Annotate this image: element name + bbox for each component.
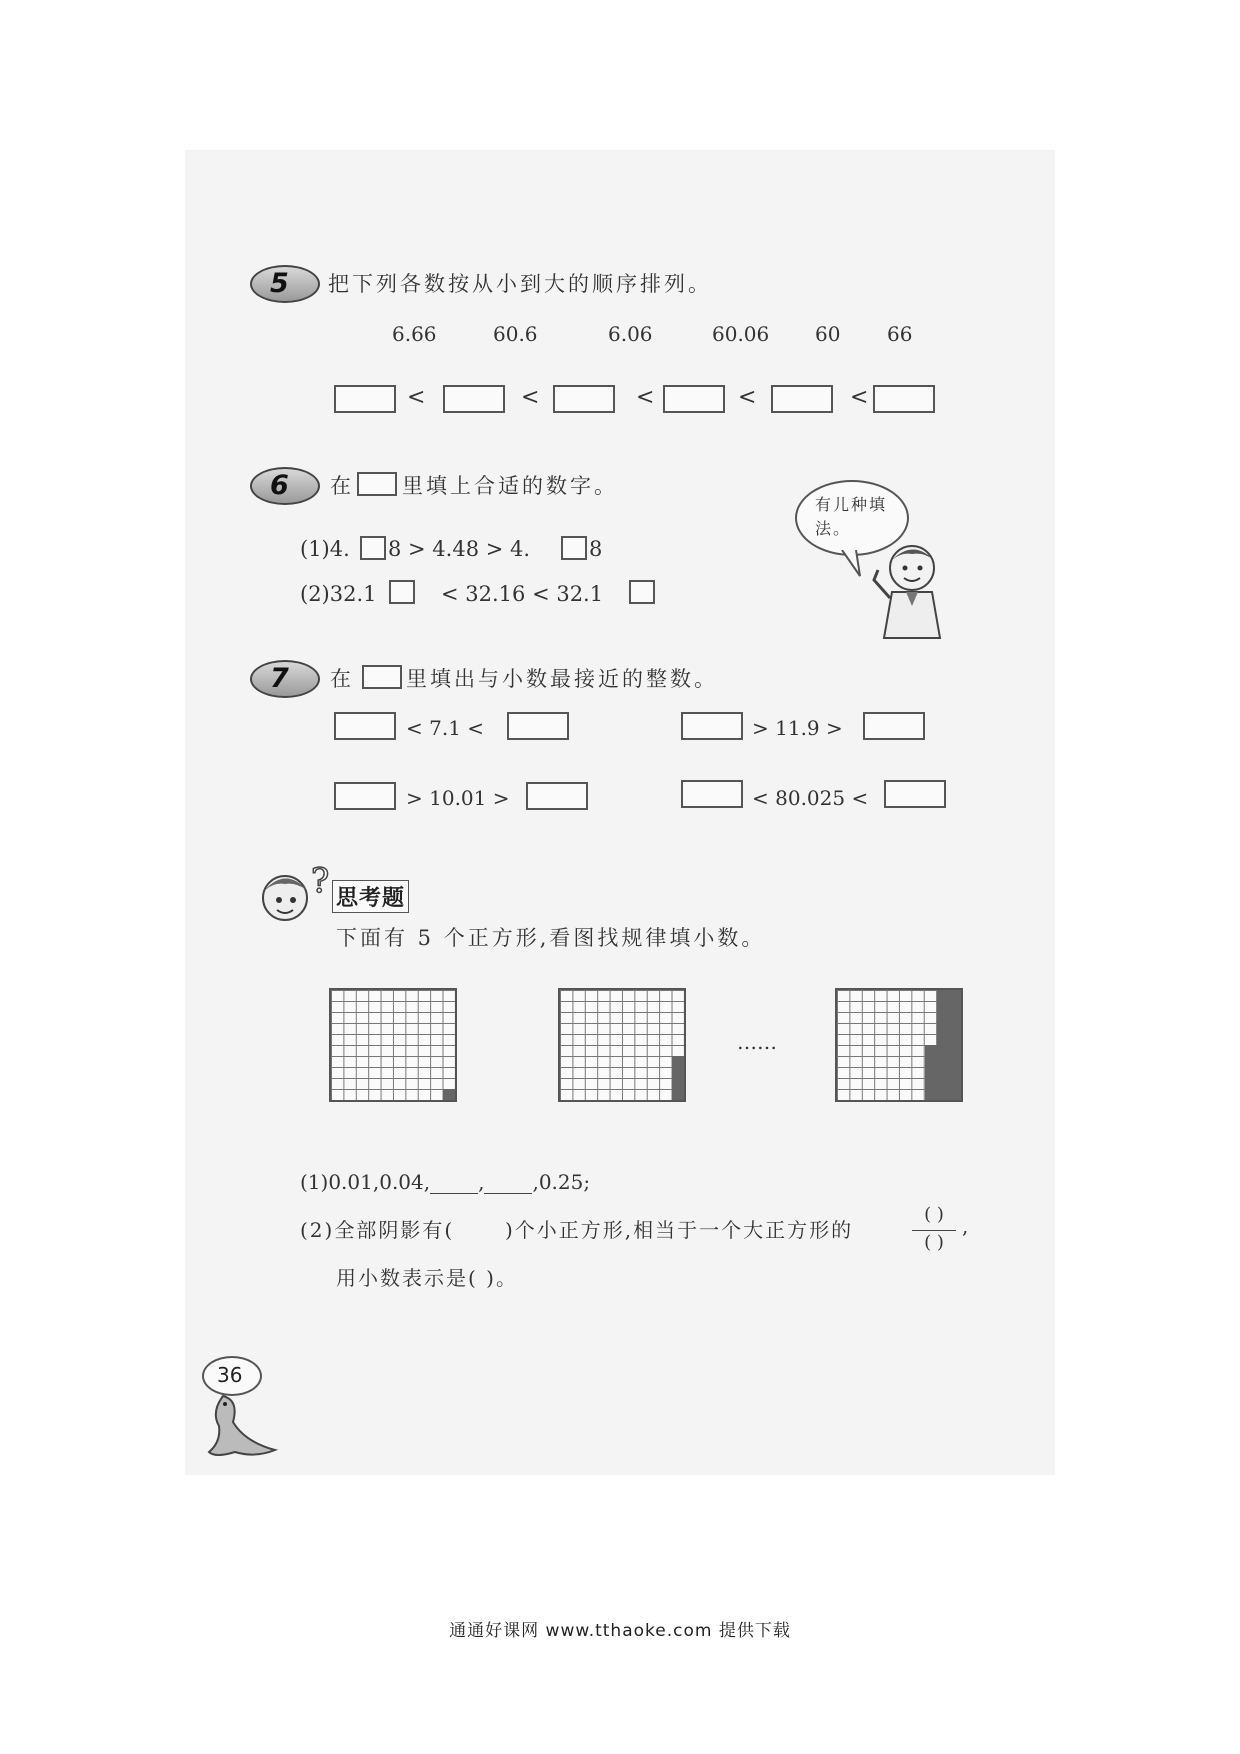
q7-answer-box[interactable] [507, 712, 569, 740]
q6-item2-box[interactable] [629, 580, 655, 604]
q7-row2-left-text: > 10.01 > [406, 786, 510, 810]
question-5-badge: 5 [250, 265, 320, 303]
question-7-instruction-suffix: 里填出与小数最接近的整数。 [406, 667, 718, 691]
q7-answer-box[interactable] [526, 782, 588, 810]
q5-number: 66 [887, 322, 913, 346]
bubble-tail-icon [838, 550, 868, 578]
q5-number: 60.06 [712, 322, 770, 346]
q7-answer-box[interactable] [334, 782, 396, 810]
question-5-instruction: 把下列各数按从小到大的顺序排列。 [328, 272, 712, 296]
thinking-item2-line2: 用小数表示是( )。 [336, 1266, 518, 1290]
question-6-badge: 6 [250, 467, 320, 505]
q5-number: 60 [815, 322, 841, 346]
less-than-sign: < [850, 385, 869, 410]
grid-shaded-cells [672, 1056, 684, 1100]
thinking-item1-end: ,0.25; [532, 1170, 591, 1194]
ellipsis: …… [737, 1030, 777, 1054]
grid-square-5 [835, 988, 963, 1102]
q6-item1-box[interactable] [360, 536, 386, 560]
seal-mascot-icon [205, 1392, 285, 1462]
grid-square-2 [558, 988, 686, 1102]
thinking-item2-comma: , [962, 1214, 972, 1238]
q7-row1-right-text: > 11.9 > [752, 716, 843, 740]
q7-row1-left-text: < 7.1 < [406, 716, 485, 740]
thinking-item1-comma: , [478, 1170, 485, 1194]
thinking-item2-part-b: )个小正方形,相当于一个大正方形的 [505, 1218, 854, 1242]
q5-answer-box[interactable] [334, 385, 396, 413]
bubble-text-line1: 有儿种填 [815, 495, 888, 514]
thinking-question-title: 思考题 [332, 880, 409, 913]
answer-blank[interactable] [484, 1173, 532, 1194]
page-number-badge [202, 1356, 262, 1396]
question-6-instruction-suffix: 里填上合适的数字。 [402, 474, 618, 498]
q6-item2-box[interactable] [389, 580, 415, 604]
fraction-numerator: ( ) [924, 1204, 944, 1225]
fraction-denominator: ( ) [924, 1232, 944, 1253]
q7-instruction-box-icon [362, 665, 402, 689]
grid-shaded-cells [443, 1089, 455, 1100]
boy-character-icon [870, 540, 950, 640]
thinking-item2-part-a: (2)全部阴影有( [300, 1218, 455, 1242]
less-than-sign: < [407, 385, 426, 410]
q5-answer-box[interactable] [873, 385, 935, 413]
q5-answer-box[interactable] [771, 385, 833, 413]
q5-number: 6.66 [392, 322, 437, 346]
q6-item1-box[interactable] [561, 536, 587, 560]
svg-text:?: ? [311, 862, 330, 901]
thinking-question-intro: 下面有 5 个正方形,看图找规律填小数。 [336, 926, 766, 950]
q7-answer-box[interactable] [681, 780, 743, 808]
q6-item2-text: (2)32.1 [300, 582, 377, 606]
q5-answer-box[interactable] [553, 385, 615, 413]
q5-number: 6.06 [608, 322, 653, 346]
question-7-instruction-prefix: 在 [330, 667, 354, 691]
bubble-text-line2: 法。 [815, 519, 852, 538]
question-6-instruction-prefix: 在 [330, 474, 354, 498]
grid-shaded-cells [925, 1045, 937, 1100]
q5-number: 60.6 [493, 322, 538, 346]
q6-item1-text: 8 > 4.48 > 4. [388, 537, 531, 561]
question-7-badge: 7 [250, 660, 320, 698]
fraction-bar [912, 1230, 956, 1231]
thinking-item1 [300, 1170, 590, 1194]
less-than-sign: < [636, 385, 655, 410]
page-number: 36 [217, 1363, 243, 1387]
q7-row2-right-text: < 80.025 < [752, 786, 869, 810]
q7-answer-box[interactable] [681, 712, 743, 740]
q7-answer-box[interactable] [334, 712, 396, 740]
q6-item1-text: 8 [589, 537, 603, 561]
q5-answer-box[interactable] [663, 385, 725, 413]
less-than-sign: < [738, 385, 757, 410]
q7-answer-box[interactable] [884, 780, 946, 808]
q6-instruction-box-icon [357, 472, 397, 496]
download-footer: 通通好课网 www.tthaoke.com 提供下载 [449, 1621, 791, 1641]
answer-blank[interactable] [430, 1173, 478, 1194]
grid-shaded-cells [937, 990, 961, 1100]
q6-item2-text: < 32.16 < 32.1 [441, 582, 604, 606]
grid-square-1 [329, 988, 457, 1102]
worksheet-page [185, 150, 1055, 1475]
q7-answer-box[interactable] [863, 712, 925, 740]
less-than-sign: < [521, 385, 540, 410]
q6-item1-text: (1)4. [300, 537, 350, 561]
thinking-item1-start: (1)0.01,0.04, [300, 1170, 431, 1194]
q5-answer-box[interactable] [443, 385, 505, 413]
